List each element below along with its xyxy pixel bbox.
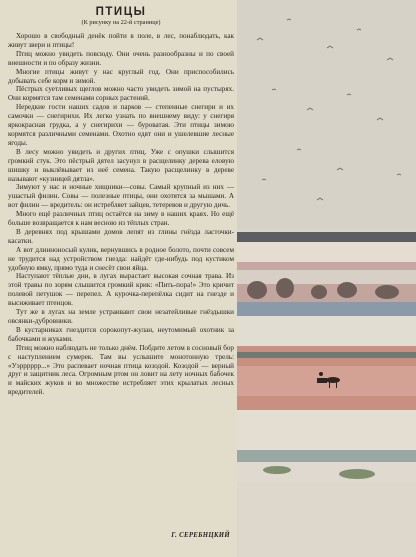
article-title: ПТИЦЫ xyxy=(95,6,147,18)
author-signature: Г. СЕРЕБНЦКИЙ xyxy=(171,532,230,539)
paragraph: Нередкие гости наших садов и парков — степенные снегири и их самочки — снегирихи. Их легко узнать по внешнему виду: у снегиря яркокрасная грудка, а у снегирихи — буроватая. Эти птицы зимою кормятся различными семенами. Охотно едят они и ушелевшие лесные ягоды. xyxy=(8,103,234,147)
article-column xyxy=(8,6,234,397)
paragraph: А вот длинноносый кулик, вернувшись в родное болото, почти совсем не трудится над устройством гнезда: найдёт где-нибудь под кустиком удобную ямку, прямо туда и снесёт свои яйца. xyxy=(8,245,234,272)
paragraph: Птиц можно увидеть повсюду. Они очень разнообразны и по своей внешности и по образу жизни. xyxy=(8,49,234,67)
article-subtitle: (К рисунку на 22-й странице) xyxy=(81,19,161,26)
paragraph: Наступают тёплые дни, в лугах вырастает высокая сочная трава. Из этой травы по зорям слышится громкий крик: «Пить-пора!» Это кричит полевой петушок — перепел. А курочка-перепёлка сидит на гнезде и высиживает птенцов. xyxy=(8,272,234,308)
paragraph: В кустарниках гнездится сорокопут-жулан, неутомимый охотник за бабочками и жуками. xyxy=(8,325,234,343)
paragraph: Зимуют у нас и ночные хищники—совы. Самый крупный из них — ушастый филин. Совы — полезные птицы, они охотятся за мышами. А вот филин — вредитель: он истребляет зайцев, тетеревов и другую дичь. xyxy=(8,183,234,210)
paragraph: В деревнях под крышами домов лепят из глины гнёзда ласточки-касатки. xyxy=(8,227,234,245)
paragraph: В лесу можно увидеть и других птиц. Уже с опушки слышится громкий стук. Это пёстрый дятел засунул в расщелинку дерева еловую шишку и выклёвывает из неё семена. Такую расщелинку в дереве называют «кузницей дятла». xyxy=(8,147,234,183)
landscape-illustration xyxy=(237,0,416,557)
paragraph: Много ещё различных птиц остаётся на зиму в наших краях. Но ещё больше возвращается к нам весною из тёплых стран. xyxy=(8,210,234,228)
paragraph: Тут же в лугах на земле устраивают свои незатейливые гнёздышки овсянки-дубровники. xyxy=(8,308,234,325)
paragraph: Хорошо в свободный денёк пойти в поле, в лес, понаблюдать, как живут звери и птицы! xyxy=(8,32,234,49)
paragraph: Птиц можно наблюдать не только днём. Побдите летом в сосновый бор с наступлением сумерек. Там вы услышите монотонную трель: «Уэрррррр...» Это распевает ночная птица козодой. Козодой — верный друг и защитник леса. Огромным ртом он ловит на лету ночных бабочек и майских жуков и во множестве истребляет этих крылатых лесных вредителей. xyxy=(8,343,234,397)
paragraph: Многие птицы живут у нас круглый год. Они приспособились добывать себе корм и зимой. xyxy=(8,67,234,85)
landscape-painting xyxy=(237,0,416,557)
paragraph: Пёстрых суетливых щеглов можно часто увидеть зимой на пустырях. Они кормятся там семенами сорных растений. xyxy=(8,85,234,103)
